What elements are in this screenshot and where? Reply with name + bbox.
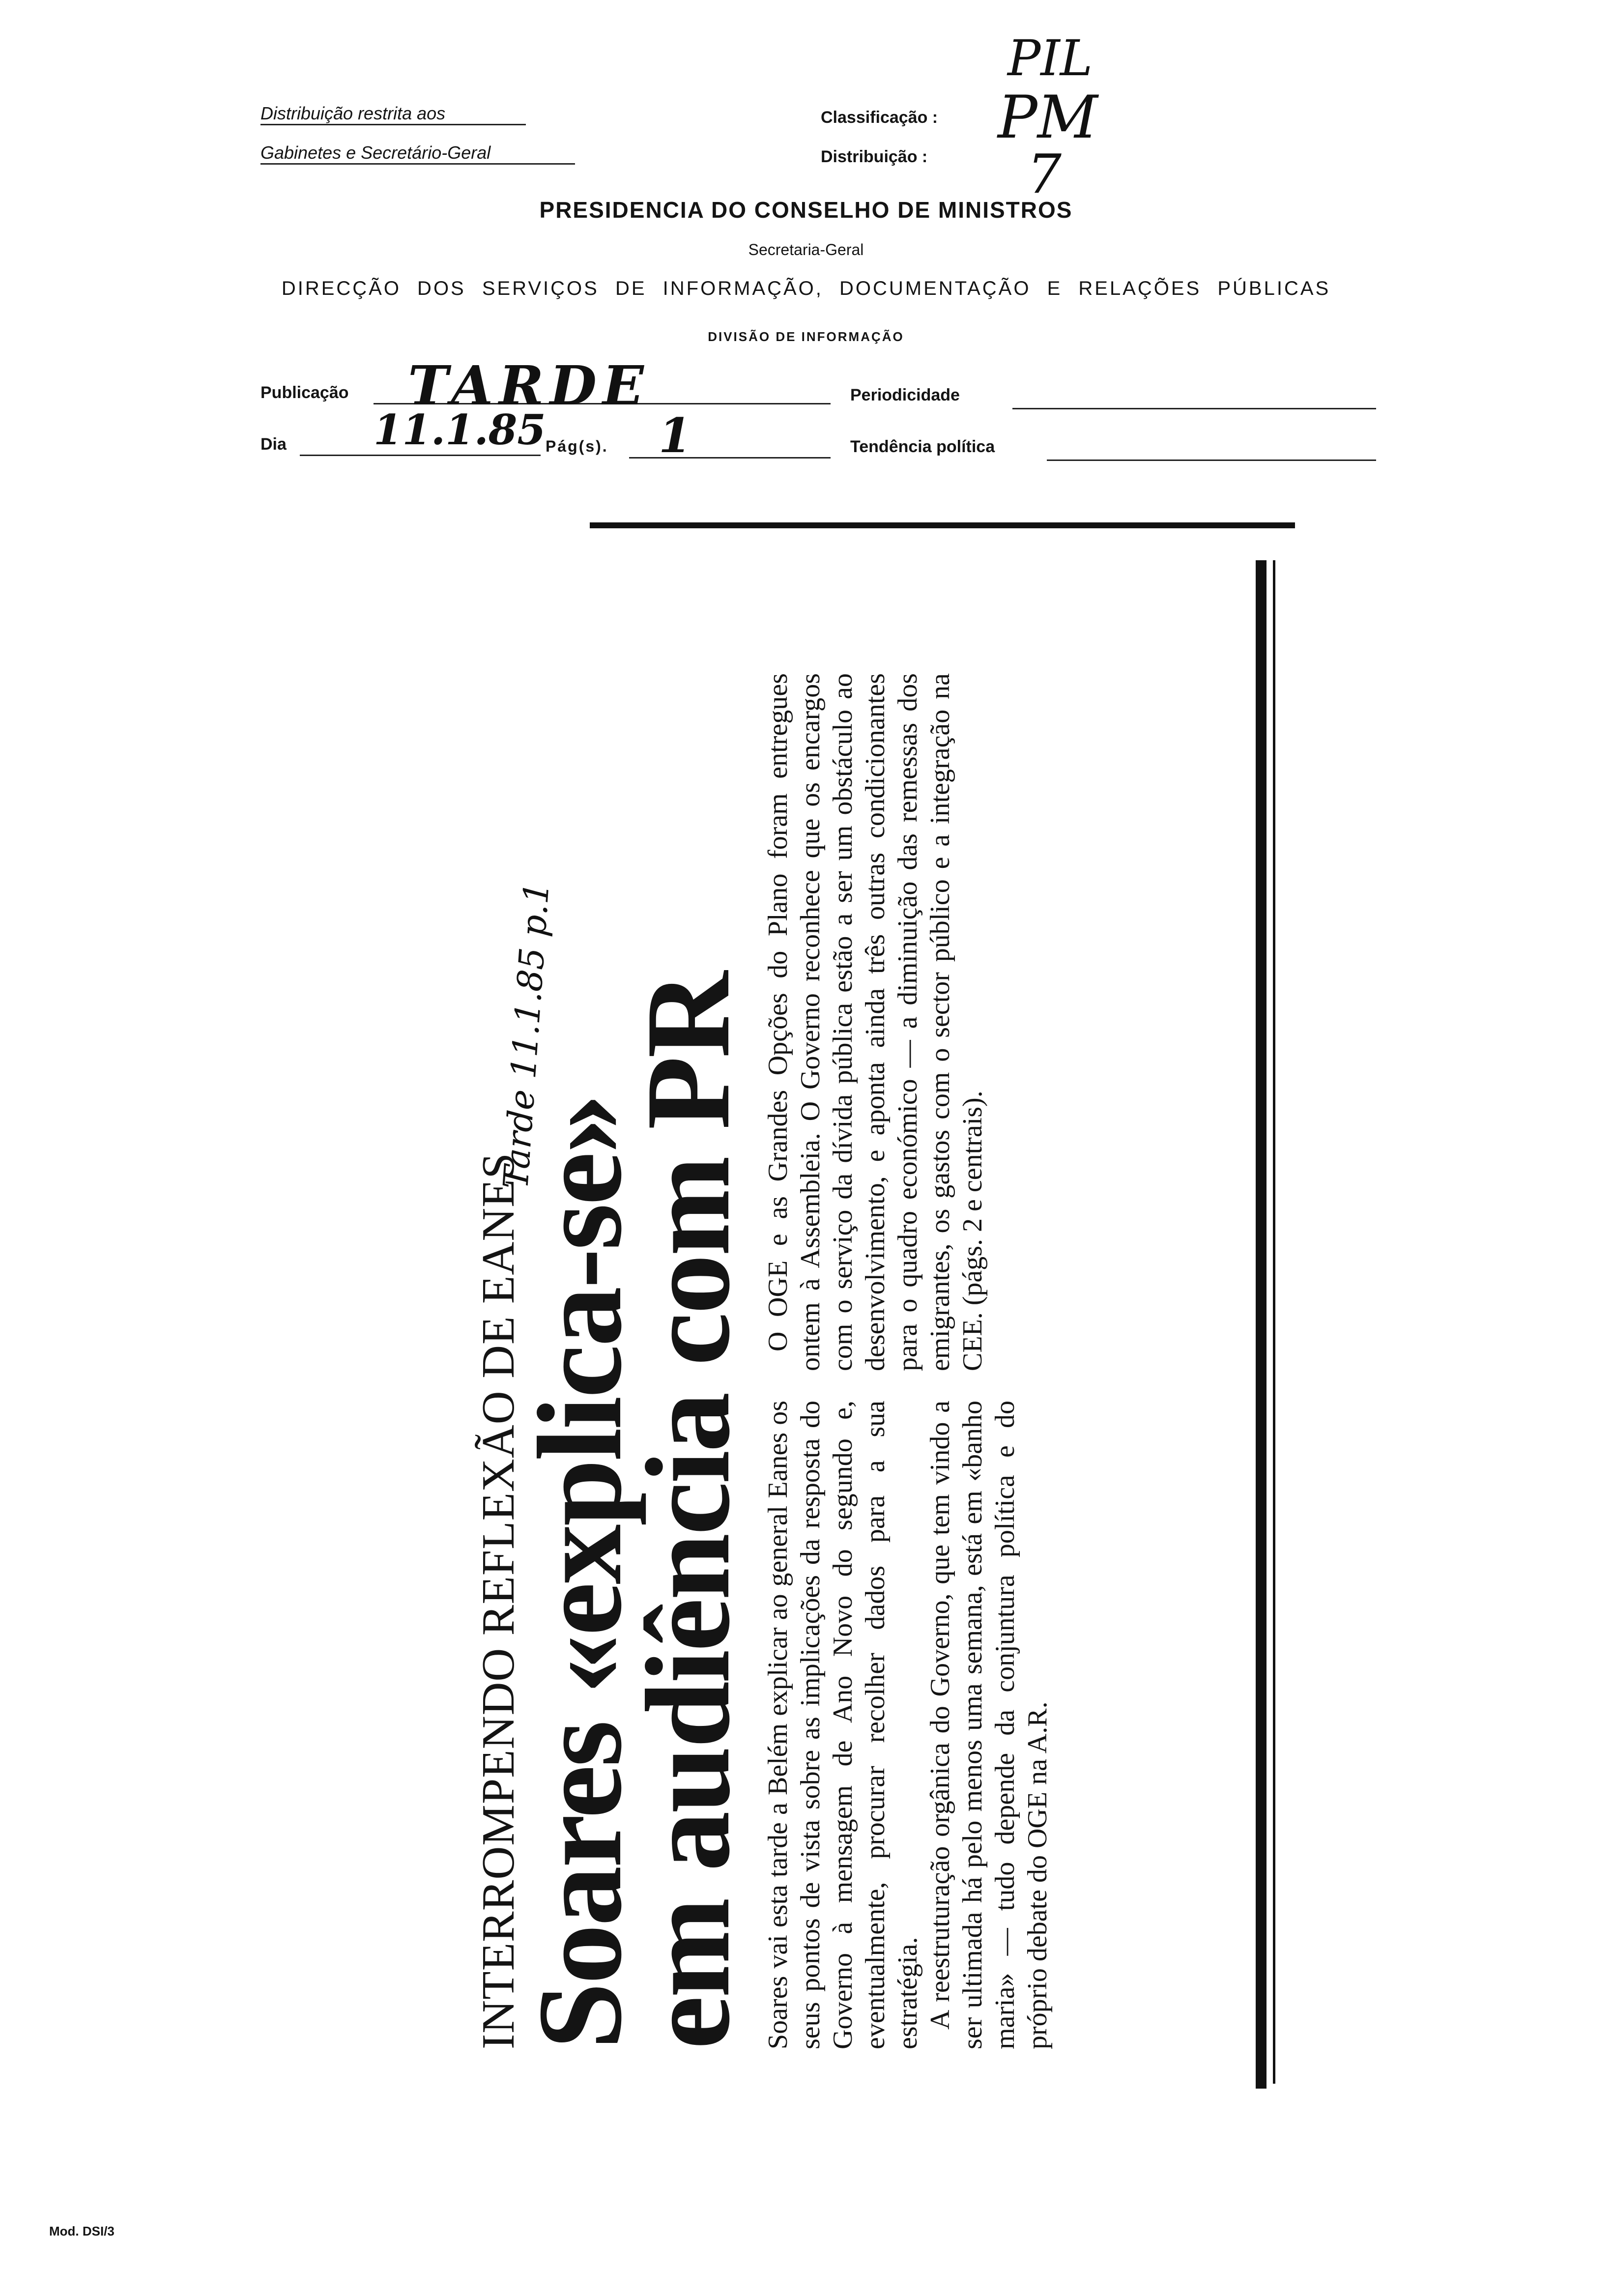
pages-value: 1 — [659, 408, 691, 463]
distribution-label: Distribuição : — [821, 147, 928, 166]
restricted-distribution-line2: Gabinetes e Secretário-Geral — [260, 143, 575, 165]
day-value: 11.1.85 — [374, 405, 546, 454]
handwritten-source-note: Tarde 11.1.85 p.1 — [495, 880, 557, 1191]
article-paragraph: Soares vai esta tarde a Belém explicar ao general Eanes os seus pontos de vista sobre as implicações da resposta do Governo à mensagem de Ano Novo do segundo e, eventualmente, procurar recolher dados para a sua estratégia. — [763, 1401, 923, 2049]
headline-line1: Soares «explica-se» — [513, 1095, 646, 2049]
article-kicker: INTERROMPENDO REFLEXÃO DE EANES — [473, 1152, 524, 2049]
periodicity-line — [1012, 408, 1376, 409]
headline-line2: em audiência com PR — [621, 973, 754, 2049]
periodicity-label: Periodicidade — [850, 386, 960, 404]
handwritten-mark-7: 7 — [1027, 143, 1062, 205]
classification-label: Classificação : — [821, 108, 938, 127]
tendency-line — [1047, 459, 1376, 461]
article-column-right — [762, 673, 989, 1371]
clipping-right-rule — [1256, 560, 1267, 2089]
org-title: PRESIDENCIA DO CONSELHO DE MINISTROS — [539, 197, 1073, 223]
article-paragraph: O OGE e as Grandes Opções do Plano foram entregues ontem à Assembleia. O Governo reconhece que os encargos com o serviço da dívida pública estão a ser um obstáculo ao desenvolvimento, e aponta ainda três outras condicionantes para o quadro económico — a diminuição das remessas dos emigrantes, os gastos com o sector público e a integração na CEE. (págs. 2 e centrais). — [763, 673, 988, 1371]
restricted-distribution-line1: Distribuição restrita aos — [260, 103, 526, 125]
publication-value: TARDE — [408, 354, 650, 417]
pages-label: Pág(s). — [546, 437, 608, 455]
day-line — [300, 455, 541, 456]
article-paragraph: A reestruturação orgânica do Governo, que tem vindo a ser ultimada há pelo menos uma semana, está em «banho maria» — tudo depende da conjuntura política e do próprio debate do OGE na A.R. — [925, 1401, 1053, 2049]
handwritten-mark-pm: PM — [998, 84, 1098, 152]
model-code: Mod. DSI/3 — [49, 2224, 115, 2239]
org-subtitle: Secretaria-Geral — [748, 241, 864, 258]
tendency-label: Tendência política — [850, 437, 995, 456]
directorate-line: DIRECÇÃO DOS SERVIÇOS DE INFORMAÇÃO, DOCUMENTAÇÃO E RELAÇÕES PÚBLICAS — [281, 278, 1331, 299]
handwritten-mark-pil: PIL — [1008, 29, 1093, 87]
article-column-left — [762, 1401, 1054, 2049]
newspaper-clipping — [467, 477, 1155, 2049]
publication-label: Publicação — [260, 383, 349, 402]
division-line: DIVISÃO DE INFORMAÇÃO — [708, 329, 904, 344]
day-label: Dia — [260, 435, 287, 454]
clipping-right-rule-thin — [1273, 560, 1275, 2084]
